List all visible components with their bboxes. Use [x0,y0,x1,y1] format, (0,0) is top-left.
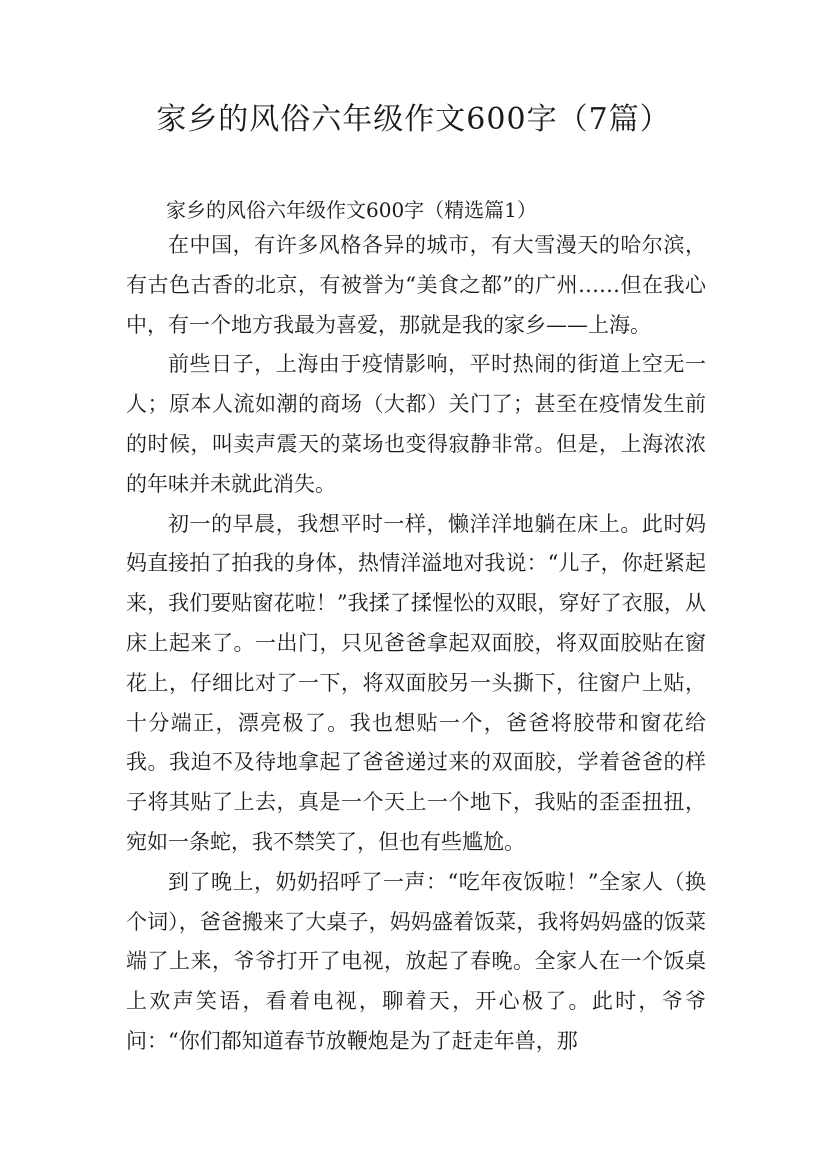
paragraph: 前些日子，上海由于疫情影响，平时热闹的街道上空无一人；原本人流如潮的商场（大都）关门了；甚至在疫情发生前的时候，叫卖声震天的菜场也变得寂静非常。但是，上海浓浓的年味并未就此消失。 [126,352,706,496]
document-body [126,192,706,1062]
section-heading: 家乡的风俗六年级作文600字（精选篇1） [166,198,537,222]
paragraph: 到了晚上，奶奶招呼了一声：“吃年夜饭啦！”全家人（换个词），爸爸搬来了大桌子，妈妈盛着饭菜，我将妈妈盛的饭菜端了上来，爷爷打开了电视，放起了春晚。全家人在一个饭桌上欢声笑语，看着电视，聊着天，开心极了。此时，爷爷问：“你们都知道春节放鞭炮是为了赶走年兽，那 [126,869,706,1053]
document-title: 家乡的风俗六年级作文600字（7篇） [156,102,671,137]
paragraph: 在中国，有许多风格各异的城市，有大雪漫天的哈尔滨，有古色古香的北京，有被誉为“美食之都”的广州……但在我心中，有一个地方我最为喜爱，那就是我的家乡——上海。 [126,233,706,337]
paragraph: 初一的早晨，我想平时一样，懒洋洋地躺在床上。此时妈妈直接拍了拍我的身体，热情洋溢地对我说：“儿子，你赶紧起来，我们要贴窗花啦！”我揉了揉惺忪的双眼，穿好了衣服，从床上起来了。一出门，只见爸爸拿起双面胶，将双面胶贴在窗花上，仔细比对了一下，将双面胶另一头撕下，往窗户上贴，十分端正，漂亮极了。我也想贴一个，爸爸将胶带和窗花给我。我迫不及待地拿起了爸爸递过来的双面胶，学着爸爸的样子将其贴了上去，真是一个天上一个地下，我贴的歪歪扭扭，宛如一条蛇，我不禁笑了，但也有些尴尬。 [126,511,706,854]
